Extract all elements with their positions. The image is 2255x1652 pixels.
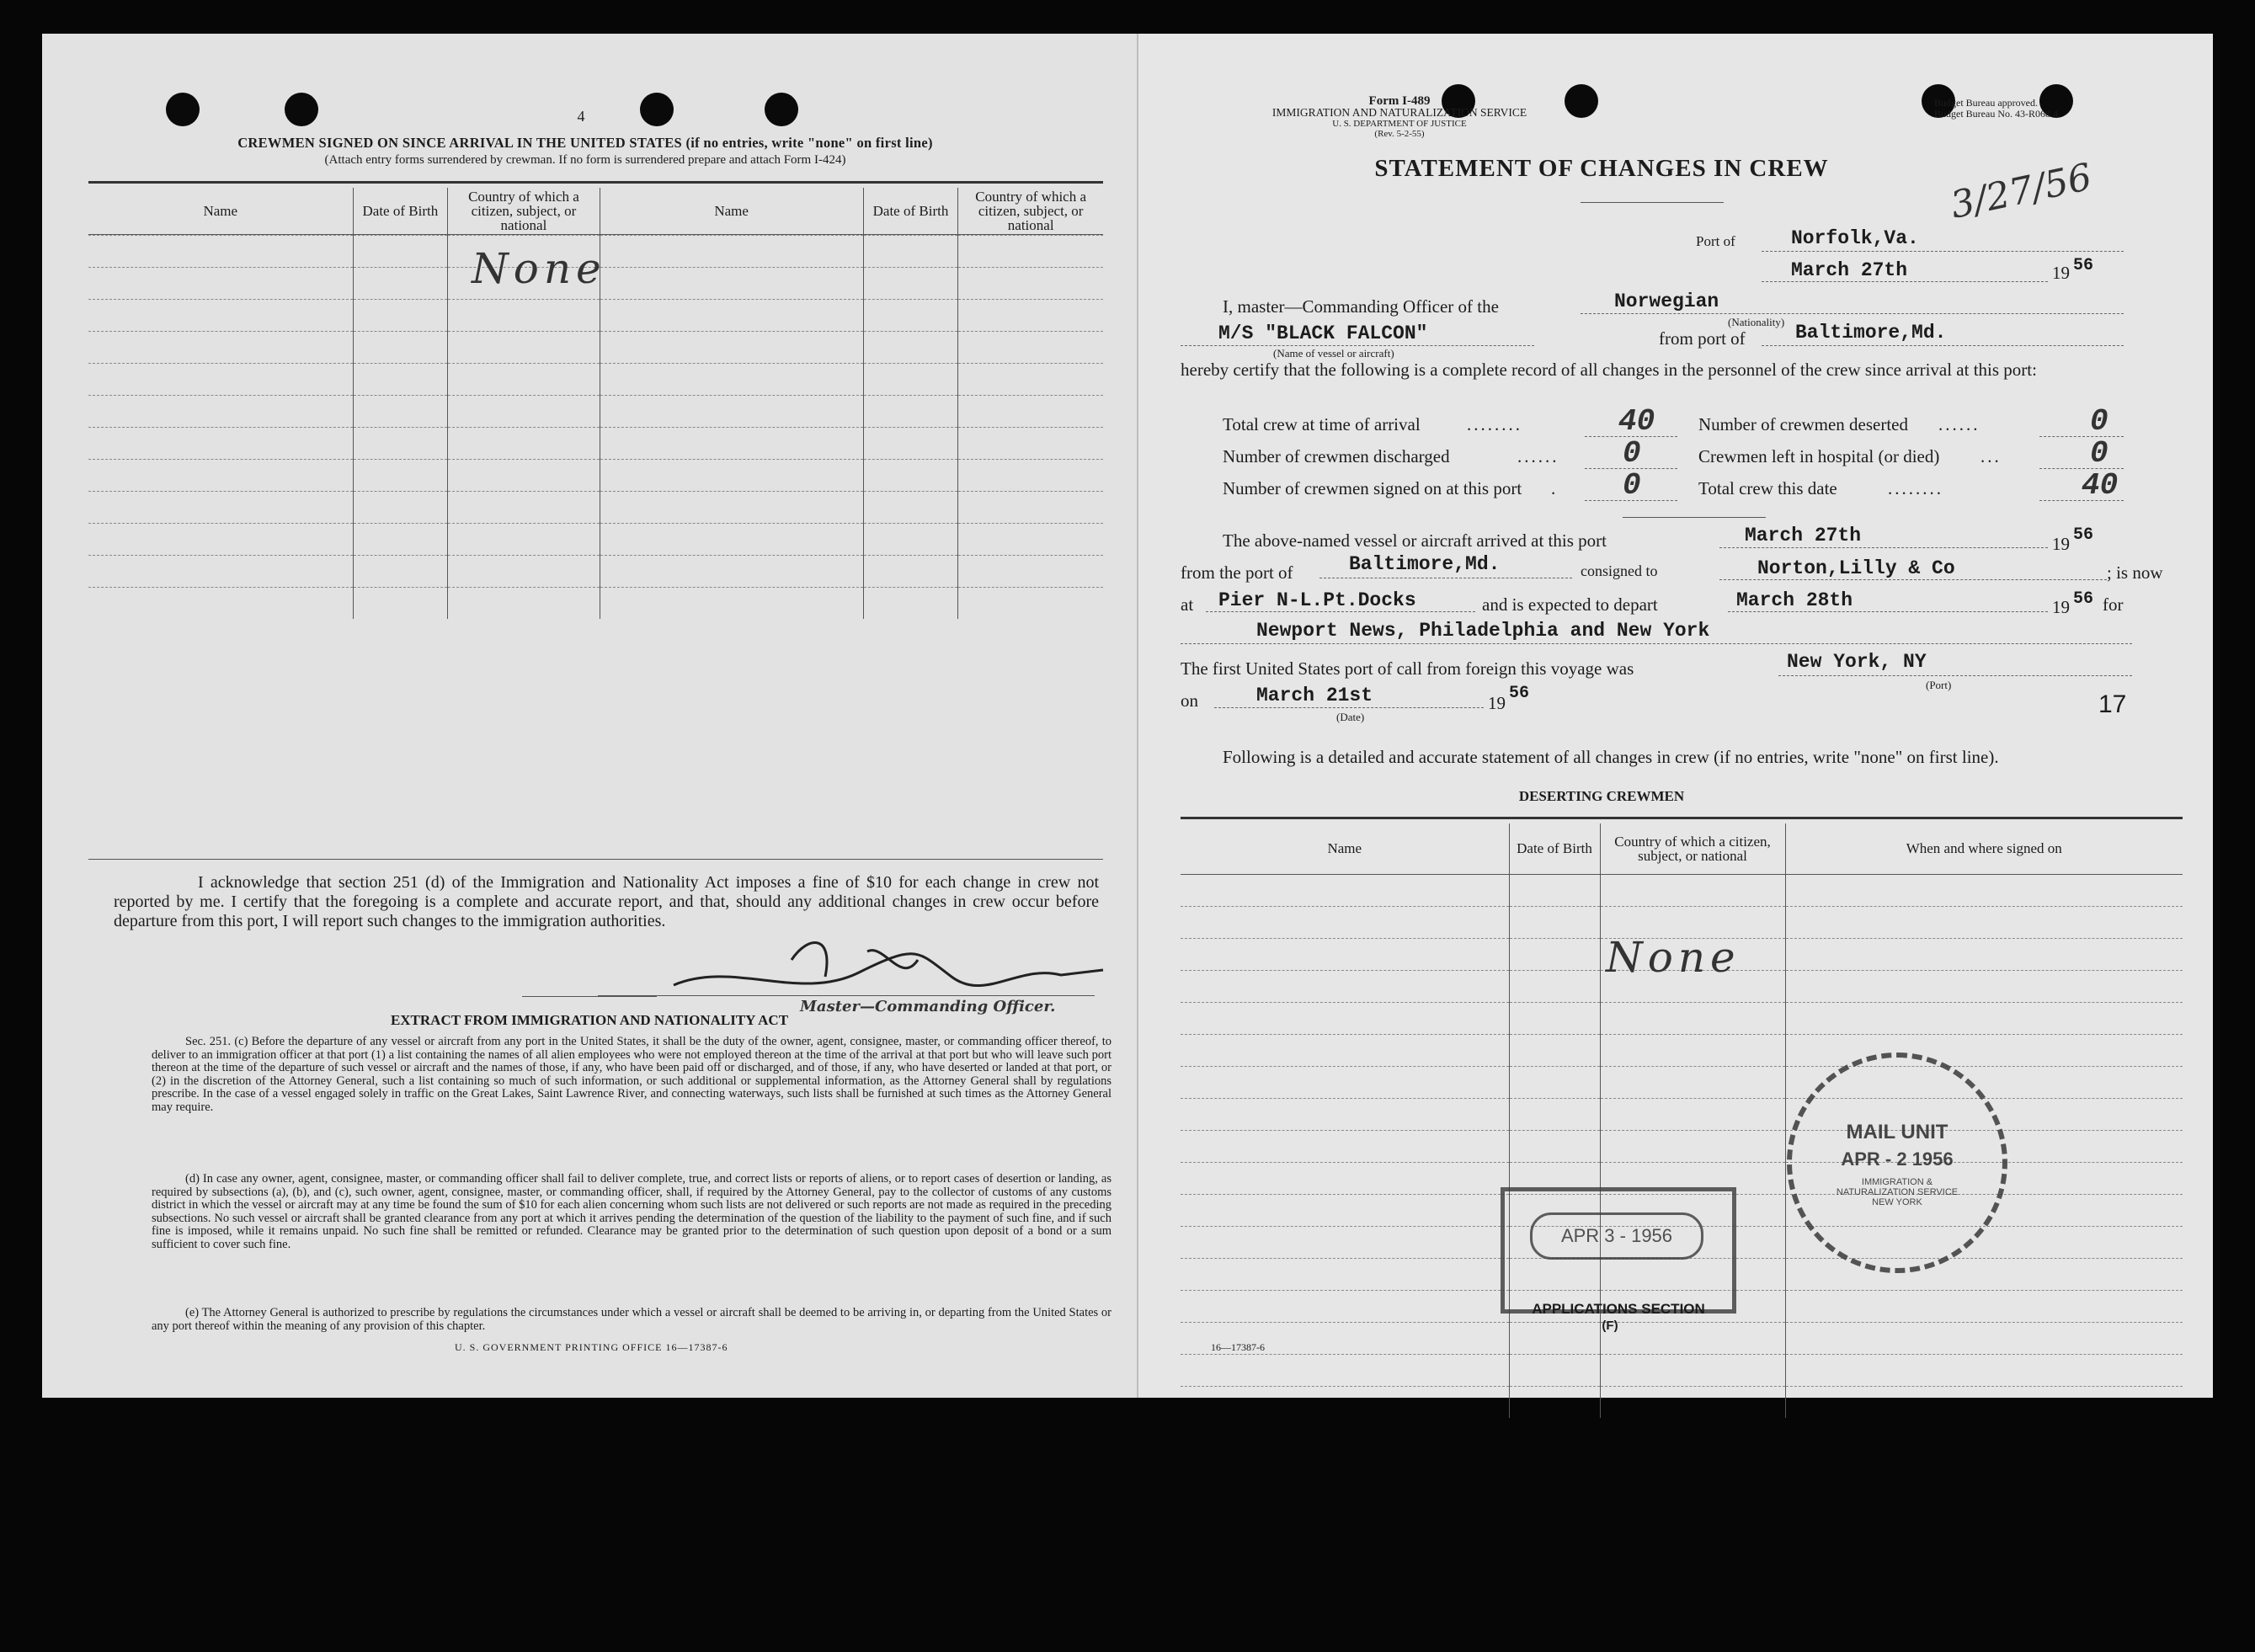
destinations: Newport News, Philadelphia and New York	[1256, 620, 1710, 642]
year-prefix: 19	[2052, 597, 2070, 617]
port-value: Norfolk,Va.	[1791, 227, 1919, 249]
consignee: Norton,Lilly & Co	[1757, 557, 1955, 579]
table-bottom-rule	[88, 859, 1103, 860]
is-now-label: ; is now	[2107, 562, 2163, 583]
table-row	[1181, 1002, 2183, 1034]
col-date-of-birth: Date of Birth	[1509, 823, 1600, 874]
table-row	[88, 299, 1103, 331]
year-prefix: 19	[1488, 693, 1506, 713]
punch-hole	[640, 93, 674, 126]
left-page	[42, 34, 1137, 1398]
table-row	[1181, 1354, 2183, 1386]
arrived-label: The above-named vessel or aircraft arrived at this port	[1223, 530, 1607, 551]
count-label: Total crew this date	[1698, 478, 1837, 498]
table-row	[88, 363, 1103, 395]
year-value: 56	[2073, 525, 2094, 545]
right-footer: 16—17387-6	[1211, 1341, 1265, 1353]
from-the-port-label: from the port of	[1181, 562, 1293, 583]
stamp-received-code: (F)	[1602, 1319, 1618, 1333]
table-row	[88, 427, 1103, 459]
count-value: 0	[2090, 436, 2108, 471]
leader-dots: ......	[1938, 414, 1980, 434]
table-row	[88, 459, 1103, 491]
field-line	[1581, 313, 2124, 314]
handwritten-none: None	[472, 244, 606, 293]
table-row	[1181, 874, 2183, 906]
signature-label: Master—Commanding Officer.	[800, 998, 1056, 1015]
budget-approval: Budget Bureau approved.	[1934, 97, 2038, 109]
field-line	[1762, 251, 2124, 252]
handwritten-date: 3/27/56	[1947, 155, 2096, 227]
table-row	[88, 587, 1103, 619]
punch-hole	[166, 93, 200, 126]
field-line	[1728, 611, 2048, 612]
table-row	[1181, 1066, 2183, 1098]
budget-number: Budget Bureau No. 43-R068.4.	[1934, 108, 2060, 120]
consigned-label: consigned to	[1581, 562, 1658, 579]
deserting-title: DESERTING CREWMEN	[1518, 788, 1685, 804]
from-port-value: Baltimore,Md.	[1795, 322, 1947, 344]
vessel-caption: (Name of vessel or aircraft)	[1273, 347, 1394, 360]
count-value: 0	[1623, 468, 1641, 503]
certify-text: hereby certify that the following is a complete record of all changes in the personnel of the crew since arrival at this port:	[1181, 360, 2037, 380]
count-label: Crewmen left in hospital (or died)	[1698, 446, 1940, 466]
field-line	[2039, 500, 2124, 501]
col-name: Name	[1327, 840, 1362, 857]
year-value: 56	[2073, 256, 2094, 275]
mail-unit-stamp	[1787, 1052, 2007, 1273]
table-row	[1181, 1130, 2183, 1162]
field-line	[1585, 500, 1677, 501]
count-label: Number of crewmen signed on at this port	[1223, 478, 1522, 498]
col-country: Country of which a citizen, subject, or national	[958, 188, 1103, 235]
field-line	[2039, 436, 2124, 437]
table-top-rule	[1181, 817, 2183, 819]
first-port-date: March 21st	[1256, 685, 1373, 706]
leader-dots: ........	[1888, 478, 1943, 498]
col-date-of-birth: Date of Birth	[863, 188, 958, 235]
table-row	[1181, 1322, 2183, 1354]
field-line	[1181, 643, 2132, 644]
arrived-from: Baltimore,Md.	[1349, 553, 1501, 575]
short-rule	[522, 996, 657, 997]
from-port-label: from port of	[1659, 328, 1746, 349]
col-name: Name	[203, 203, 238, 220]
count-value: 0	[1623, 436, 1641, 471]
extract-paragraph-1: Sec. 251. (c) Before the departure of any vessel or aircraft from any port in the United States, it shall be the duty of the owner, agent, consignee, master, or commanding officer thereof, to deliver to an immigration officer at that port (1) a list containing the names of all alien employees who were not employed thereon at the time of the arrival at that port but who will leave such port thereon at the time of the departure of such vessel or aircraft and the names of those, if any, who have been paid off or discharged, and of those, if any, who have deserted or landed at that port, or (2) in the discretion of the Attorney General, such a list containing so much of such information, or such additional or supplemental information, as the Attorney General shall by regulations prescribe. In the case of a vessel engaged solely in traffic on the Great Lakes, Saint Lawrence River, and connecting waterways, such lists shall be furnished at such times as the Attorney General may require.	[152, 1035, 1112, 1114]
extract-title: EXTRACT FROM IMMIGRATION AND NATIONALITY ACT	[390, 1012, 789, 1028]
field-line	[1762, 345, 2124, 346]
right-page	[1137, 34, 2213, 1398]
field-line	[1214, 707, 1484, 708]
first-port-value: New York, NY	[1787, 651, 1927, 673]
table-row	[1181, 1034, 2183, 1066]
signature-line	[598, 995, 1095, 996]
port-caption: (Port)	[1926, 679, 1952, 691]
punch-hole	[765, 93, 798, 126]
year-value: 56	[2073, 589, 2094, 609]
field-line	[1778, 675, 2132, 676]
stamp-mail-sub: IMMIGRATION & NATURALIZATION SERVICE NEW YORK	[1836, 1177, 1959, 1207]
depart-date: March 28th	[1736, 589, 1853, 611]
header-rule	[1181, 874, 2183, 875]
acknowledgement-text: I acknowledge that section 251 (d) of the Immigration and Nationality Act imposes a fine of $10 for each change in crew not reported by me. I certify that the foregoing is a complete and accurate report, and that, should any additional changes in crew occur before departure from this port, I will report such changes to the immigration authorities.	[114, 873, 1099, 930]
location-value: Pier N-L.Pt.Docks	[1218, 589, 1416, 611]
year-prefix: 19	[2052, 534, 2070, 554]
field-line	[1181, 345, 1534, 346]
nationality-caption: (Nationality)	[1728, 316, 1785, 328]
count-value: 40	[1618, 404, 1655, 439]
handwritten-number: 17	[2098, 690, 2127, 718]
nationality-value: Norwegian	[1614, 290, 1719, 312]
col-country: Country of which a citizen, subject, or national	[1600, 823, 1785, 874]
title-rule	[1581, 202, 1724, 203]
count-value: 0	[2090, 404, 2108, 439]
table-row	[1181, 1386, 2183, 1418]
agency-line-1: IMMIGRATION AND NATURALIZATION SERVICE	[1271, 106, 1527, 119]
count-label: Number of crewmen discharged	[1223, 446, 1450, 466]
table-row	[88, 395, 1103, 427]
arrived-date: March 27th	[1745, 525, 1862, 546]
field-line	[1719, 547, 2048, 548]
count-label: Number of crewmen deserted	[1698, 414, 1908, 434]
port-label: Port of	[1696, 233, 1735, 249]
table-row	[88, 555, 1103, 587]
col-when-where: When and where signed on	[1785, 823, 2183, 874]
left-heading: CREWMEN SIGNED ON SINCE ARRIVAL IN THE UNITED STATES (if no entries, write "none" on first line)	[237, 135, 933, 151]
following-text: Following is a detailed and accurate statement of all changes in crew (if no entries, write "none" on first line).	[1223, 747, 1999, 767]
leader-dots: ......	[1517, 446, 1559, 466]
year-prefix: 19	[2052, 263, 2070, 283]
depart-label: and is expected to depart	[1482, 594, 1658, 615]
form-title: STATEMENT OF CHANGES IN CREW	[1374, 155, 1829, 182]
count-value: 40	[2082, 468, 2119, 503]
punch-hole	[285, 93, 318, 126]
left-footer: U. S. GOVERNMENT PRINTING OFFICE 16—17387-6	[455, 1341, 728, 1353]
form-number: Form I-489	[1368, 94, 1431, 108]
master-label: I, master—Commanding Officer of the	[1223, 296, 1499, 317]
table-row	[88, 491, 1103, 523]
received-stamp	[1501, 1187, 1736, 1314]
vessel-value: M/S "BLACK FALCON"	[1218, 322, 1428, 344]
year-value: 56	[1509, 684, 1530, 703]
stamp-mail-unit: MAIL UNIT	[1846, 1121, 1948, 1143]
left-subheading: (Attach entry forms surrendered by crewman. If no form is surrendered prepare and attach Form I-424)	[324, 153, 846, 167]
col-country: Country of which a citizen, subject, or national	[448, 188, 600, 235]
agency-line-2: U. S. DEPARTMENT OF JUSTICE	[1332, 119, 1467, 129]
col-date-of-birth: Date of Birth	[353, 188, 448, 235]
stamp-mail-date: APR - 2 1956	[1841, 1148, 1954, 1170]
count-label: Total crew at time of arrival	[1223, 414, 1421, 434]
deserting-table	[1181, 823, 2183, 1418]
field-line	[1206, 611, 1475, 612]
first-port-label: The first United States port of call from foreign this voyage was	[1181, 658, 1634, 679]
at-label: at	[1181, 594, 1194, 615]
stamp-received-date: APR 3 - 1956	[1530, 1212, 1703, 1260]
section-rule	[1623, 517, 1766, 518]
date-value: March 27th	[1791, 259, 1908, 281]
table-row	[88, 523, 1103, 555]
for-label: for	[2103, 594, 2124, 615]
leader-dots: ...	[1980, 446, 2002, 466]
header-rule	[88, 234, 1103, 235]
table-top-rule	[88, 181, 1103, 184]
date-caption: (Date)	[1336, 711, 1365, 723]
leader-dots: .	[1551, 478, 1559, 498]
stamp-received-section: APPLICATIONS SECTION	[1532, 1301, 1705, 1317]
agency-line-3: (Rev. 5-2-55)	[1374, 129, 1425, 139]
table-row	[88, 331, 1103, 363]
leader-dots: ........	[1467, 414, 1522, 434]
handwritten-none: None	[1606, 933, 1741, 982]
field-line	[1719, 579, 2107, 580]
col-name: Name	[600, 188, 863, 235]
field-line	[1762, 281, 2048, 282]
table-row	[1181, 1098, 2183, 1130]
extract-paragraph-2: (d) In case any owner, agent, consignee, master, or commanding officer shall fail to deliver complete, true, and correct lists or reports of aliens, or to report cases of desertion or landing, as required by subsections (a), (b), and (c), such owner, agent, consignee, master, or commanding officer, shall, if required by the Attorney General, pay to the collector of customs of any customs district in which the vessel or aircraft may at any time be found the sum of $10 for each alien concerning whom such lists are not delivered or such reports are not made as required in the preceding subsections. No such vessel or aircraft shall be granted clearance from any port at which it arrives pending the determination of the question of the liability to the payment of such fine, and if such fine is imposed, while it remains unpaid. No such fine shall be remitted or refunded. Clearance may be granted prior to the determination of such question upon deposit of a bond or a sum sufficient to cover such fine.	[152, 1172, 1112, 1251]
on-label: on	[1181, 690, 1198, 711]
extract-paragraph-3: (e) The Attorney General is authorized to prescribe by regulations the circumstances under which a vessel or aircraft shall be deemed to be arriving in, or departing from the United States or any port thereof within the meaning of any provision of this chapter.	[152, 1306, 1112, 1333]
page-number: 4	[577, 108, 585, 125]
